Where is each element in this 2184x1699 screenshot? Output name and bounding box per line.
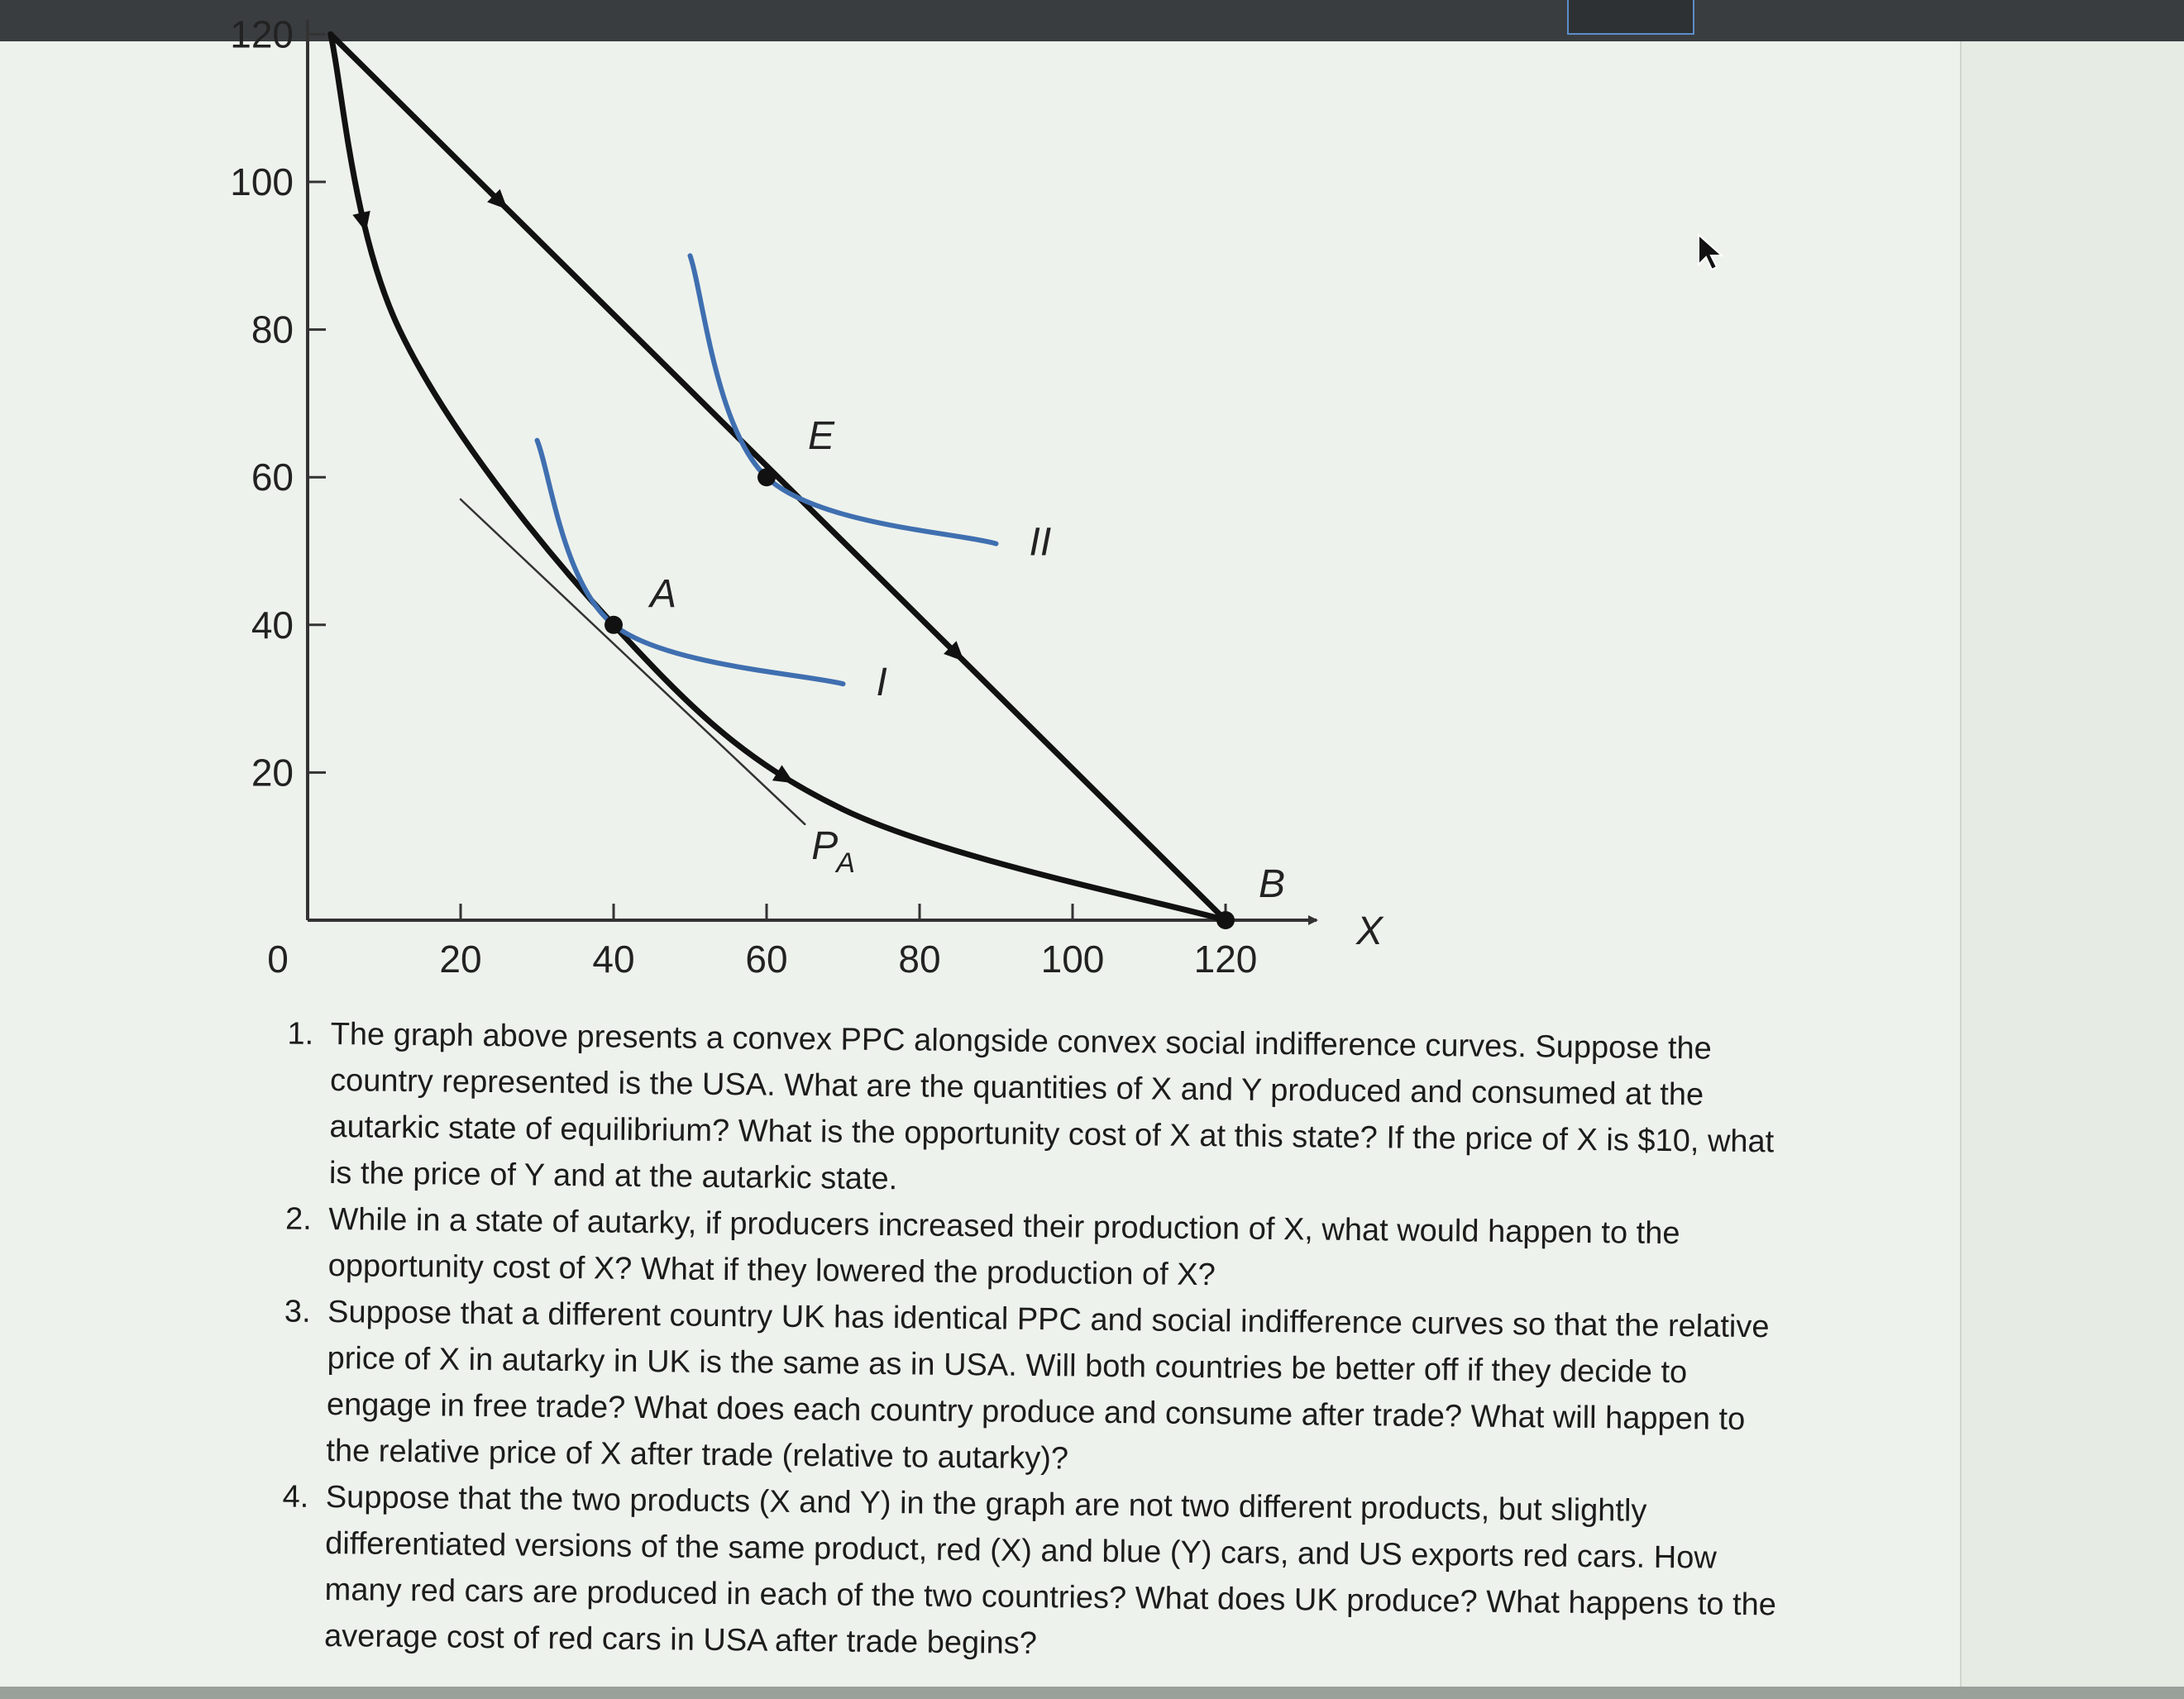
point-a [605, 616, 623, 634]
curves [331, 34, 1226, 920]
bottom-edge [0, 1687, 2184, 1699]
x-tick-label: 20 [439, 938, 482, 981]
x-tick-label: 120 [1193, 938, 1258, 981]
question-item: 2. While in a state of autarky, if producers increased their production of X, what would happen to the opportunity cost of X? What if they lowered the production of X? [319, 1196, 1792, 1305]
mouse-pointer-icon [1695, 231, 1728, 273]
point-label-b: B [1259, 862, 1286, 906]
indifference-label-i: I [876, 661, 887, 705]
price-line-subscript: A [836, 847, 855, 879]
x-axis-label: X [1356, 909, 1384, 953]
y-tick-label: 120 [230, 12, 294, 56]
y-tick-label: 80 [251, 308, 294, 351]
indifference-label-ii: II [1029, 520, 1052, 565]
x-tick-label: 80 [898, 938, 941, 981]
y-tick-label: 40 [251, 603, 294, 647]
series-price-line [461, 499, 805, 824]
price-line-label: P [811, 823, 839, 868]
x-tick-label: 40 [592, 938, 635, 981]
indifference-curve-ii [691, 255, 996, 543]
x-tick-label: 0 [267, 938, 289, 981]
series-trade-line [331, 34, 1226, 920]
axes [230, 12, 1317, 981]
x-tick-label: 100 [1040, 938, 1105, 981]
y-tick-label: 60 [251, 456, 294, 499]
x-tick-label: 60 [745, 938, 788, 981]
point-e [757, 468, 776, 486]
chart-labels [605, 414, 1384, 953]
indifference-curve-i [538, 441, 843, 685]
point-label-e: E [808, 414, 835, 459]
y-tick-label: 100 [230, 160, 294, 203]
y-tick-label: 20 [251, 751, 294, 795]
question-item: 1. The graph above presents a convex PPC alongside convex social indifference curves. Suppose the country represented is the USA. What are the quantities of X and Y produced and consumed at the autarkic state of equilibrium? What is the opportunity cost of X at this state? If the price of X is $10, what is the price of Y and at the autarkic state. [321, 1011, 1795, 1212]
point-b [1216, 911, 1235, 929]
question-item: 4. Suppose that the two products (X and Y) in the graph are not two different products, but slightly differentiated versions of the same product, red (X) and blue (Y) cars, and US exports red cars. How many red cars are produced in each of the two countries? What does UK produce? What happens to the average cost of red cars in USA after trade begins? [316, 1474, 1790, 1675]
question-item: 3. Suppose that a different country UK has identical PPC and social indifference curves so that the relative price of X in autarky in UK is the same as in USA. Will both countries be better off if they decide to engage in free trade? What does each country produce and consume after trade? What will happen to the relative price of X after trade (relative to autarky)? [318, 1289, 1791, 1490]
question-list [241, 1010, 1795, 1675]
point-label-a: A [650, 571, 677, 616]
